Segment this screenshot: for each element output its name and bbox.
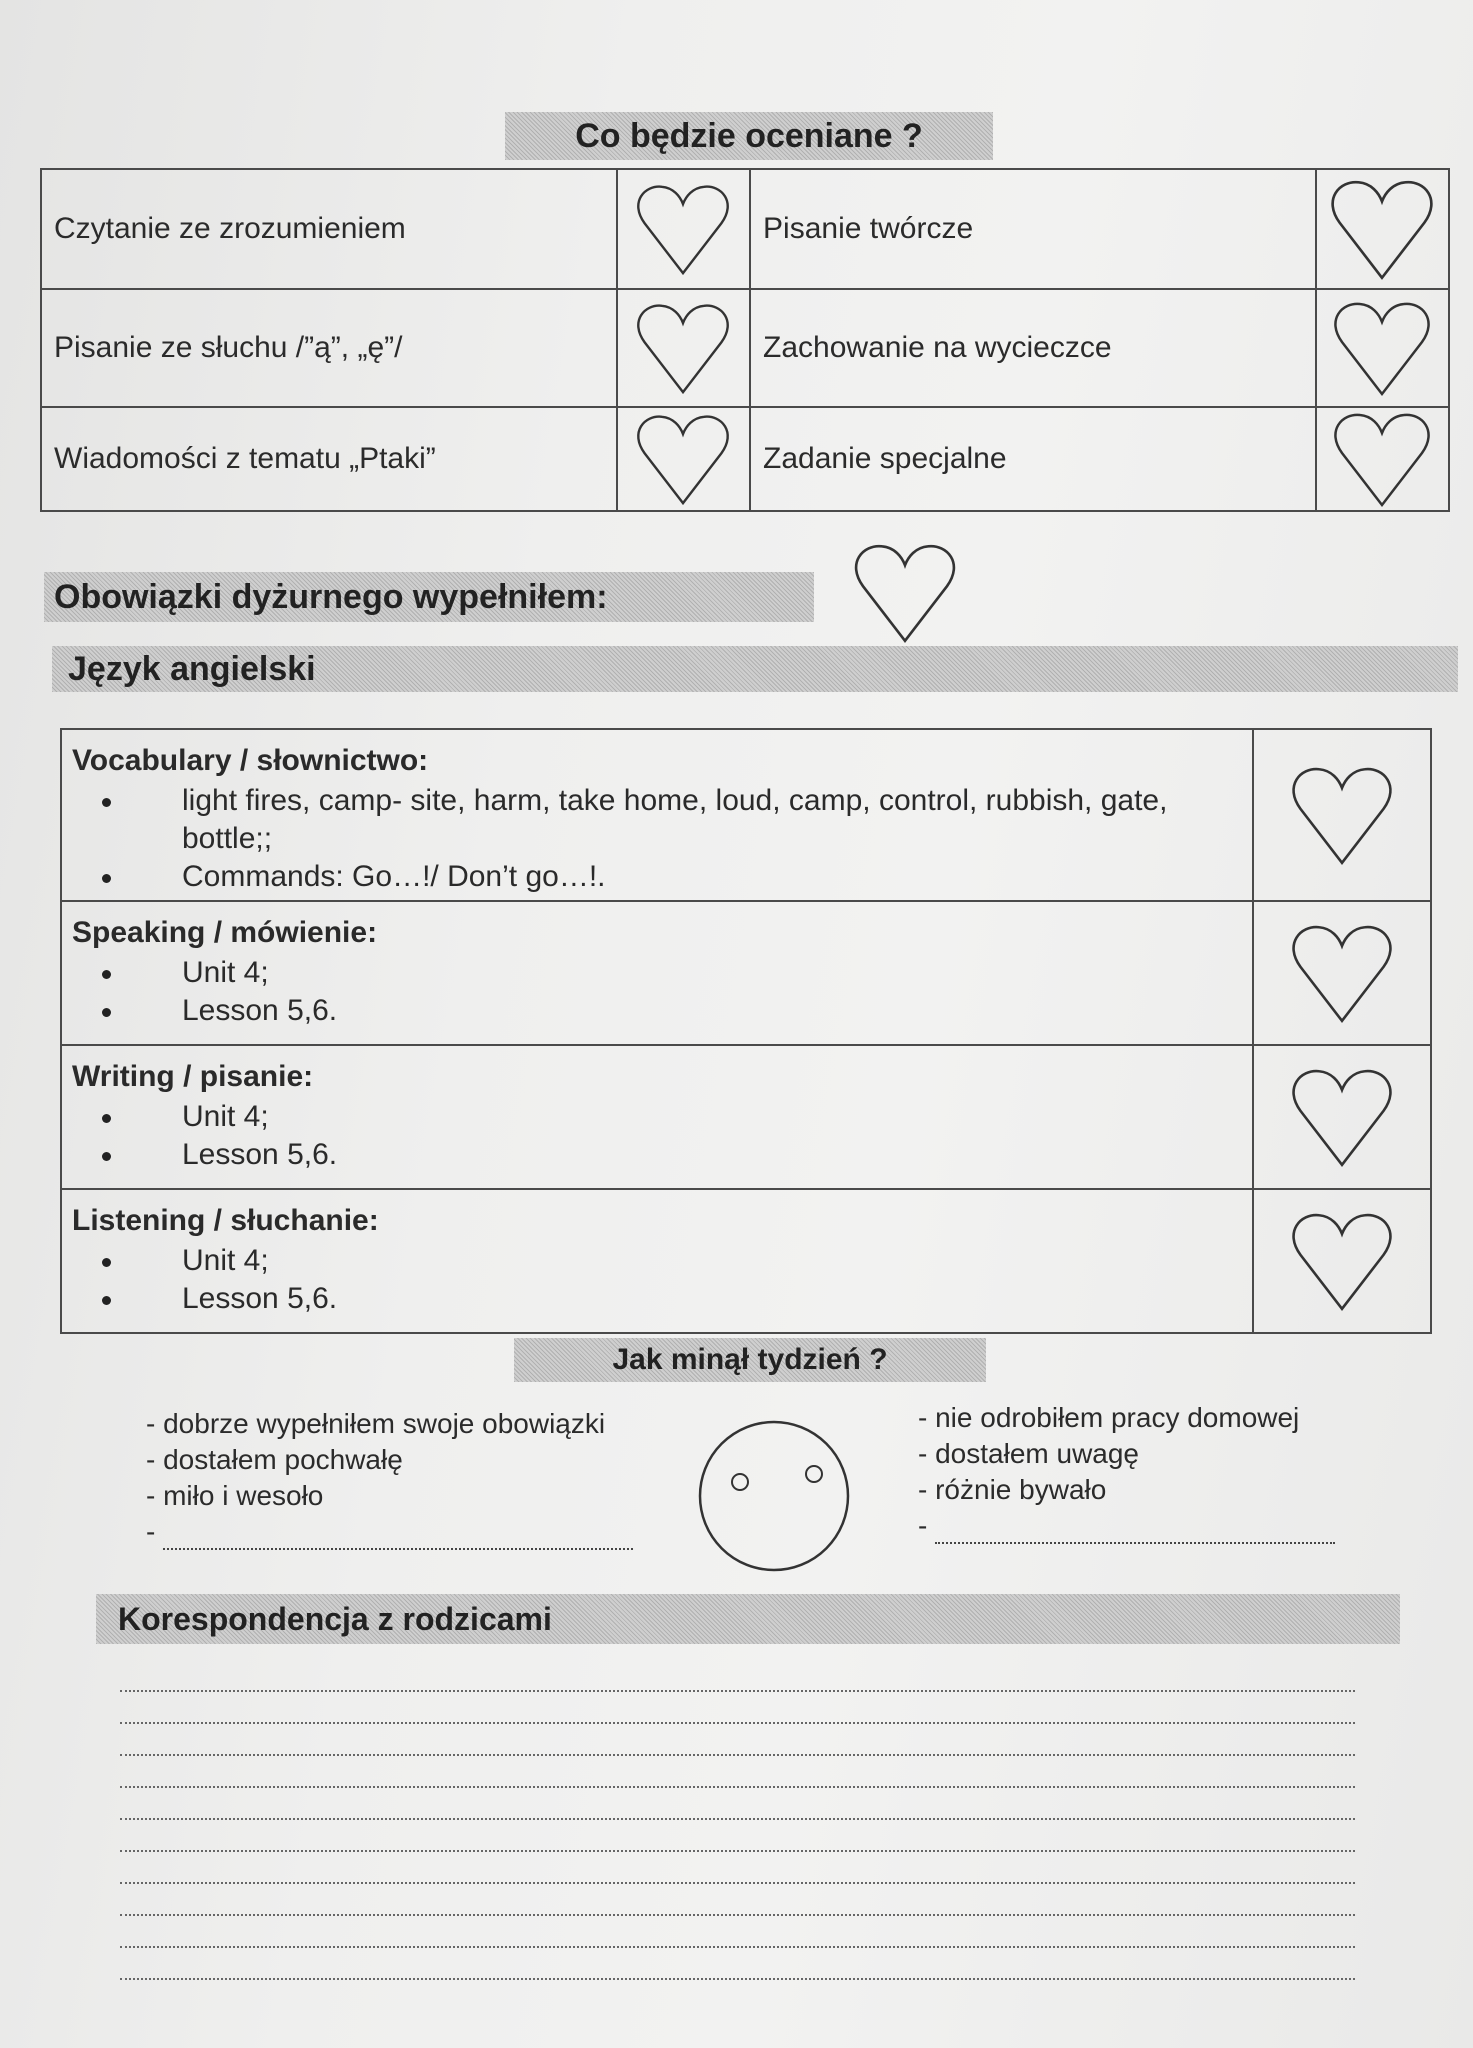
writing-line[interactable] — [120, 1946, 1355, 1948]
assessment-row — [41, 407, 1449, 511]
english-band: Język angielski — [52, 646, 1458, 692]
week-option: - dostałem uwagę — [918, 1438, 1140, 1469]
week-option-blank: - — [918, 1508, 1438, 1544]
assessment-item-label: Zadanie specjalne — [750, 407, 1316, 511]
heart-icon[interactable] — [1316, 169, 1449, 289]
week-option: - różnie bywało — [918, 1474, 1107, 1505]
heart-icon[interactable] — [1253, 901, 1431, 1045]
section-list — [72, 1242, 1242, 1318]
assessment-table — [40, 168, 1450, 512]
list-item: Lesson 5,6. — [72, 1136, 1242, 1174]
assessment-title: Co będzie oceniane ? — [505, 112, 993, 160]
english-section — [61, 729, 1431, 901]
list-item: Unit 4; — [72, 1242, 1242, 1280]
correspondence-band: Korespondencja z rodzicami — [96, 1594, 1400, 1644]
week-option: - dostałem pochwałę — [146, 1444, 403, 1475]
fill-in-line[interactable] — [935, 1520, 1335, 1544]
assessment-item-label: Zachowanie na wycieczce — [750, 289, 1316, 407]
week-right-list — [918, 1400, 1438, 1544]
writing-line[interactable] — [120, 1914, 1355, 1916]
section-list — [72, 782, 1242, 896]
english-section — [61, 1045, 1431, 1189]
writing-line[interactable] — [120, 1722, 1355, 1724]
list-item: Lesson 5,6. — [72, 992, 1242, 1030]
week-left-list — [146, 1406, 666, 1550]
list-item: Unit 4; — [72, 954, 1242, 992]
writing-line[interactable] — [120, 1690, 1355, 1692]
english-section — [61, 901, 1431, 1045]
heart-icon[interactable] — [1316, 289, 1449, 407]
writing-line[interactable] — [120, 1882, 1355, 1884]
week-option: - miło i wesoło — [146, 1480, 324, 1511]
heart-icon[interactable] — [1253, 1189, 1431, 1333]
week-option-blank: - — [146, 1514, 666, 1550]
section-title: Vocabulary / słownictwo: — [72, 744, 429, 777]
assessment-row — [41, 169, 1449, 289]
heart-icon[interactable] — [1316, 407, 1449, 511]
section-title: Listening / słuchanie: — [72, 1204, 379, 1237]
section-list — [72, 1098, 1242, 1174]
assessment-item-label: Wiadomości z tematu „Ptaki” — [41, 407, 617, 511]
heart-icon[interactable] — [617, 407, 750, 511]
section-list — [72, 954, 1242, 1030]
writing-line[interactable] — [120, 1850, 1355, 1852]
heart-icon[interactable] — [1253, 729, 1431, 901]
assessment-row — [41, 289, 1449, 407]
list-item: Commands: Go…!/ Don’t go…!. — [72, 858, 1242, 896]
heart-icon[interactable] — [850, 540, 960, 645]
section-title: Speaking / mówienie: — [72, 916, 378, 949]
face-icon — [696, 1418, 852, 1574]
week-option: - dobrze wypełniłem swoje obowiązki — [146, 1408, 606, 1439]
heart-icon[interactable] — [1253, 1045, 1431, 1189]
writing-line[interactable] — [120, 1818, 1355, 1820]
heart-icon[interactable] — [617, 169, 750, 289]
list-item: light fires, camp- site, harm, take home, loud, camp, control, rubbish, gate, bottle;; — [72, 782, 1242, 858]
assessment-item-label: Pisanie twórcze — [750, 169, 1316, 289]
assessment-item-label: Czytanie ze zrozumieniem — [41, 169, 617, 289]
writing-line[interactable] — [120, 1754, 1355, 1756]
assessment-item-label: Pisanie ze słuchu /”ą”, „ę”/ — [41, 289, 617, 407]
list-item: Unit 4; — [72, 1098, 1242, 1136]
list-item: Lesson 5,6. — [72, 1280, 1242, 1318]
section-title: Writing / pisanie: — [72, 1060, 314, 1093]
week-option: - nie odrobiłem pracy domowej — [918, 1402, 1300, 1433]
english-section — [61, 1189, 1431, 1333]
week-title: Jak minął tydzień ? — [514, 1338, 986, 1382]
writing-line[interactable] — [120, 1978, 1355, 1980]
english-table — [60, 728, 1432, 1334]
duty-band: Obowiązki dyżurnego wypełniłem: — [44, 572, 814, 622]
writing-line[interactable] — [120, 1786, 1355, 1788]
fill-in-line[interactable] — [163, 1526, 633, 1550]
heart-icon[interactable] — [617, 289, 750, 407]
